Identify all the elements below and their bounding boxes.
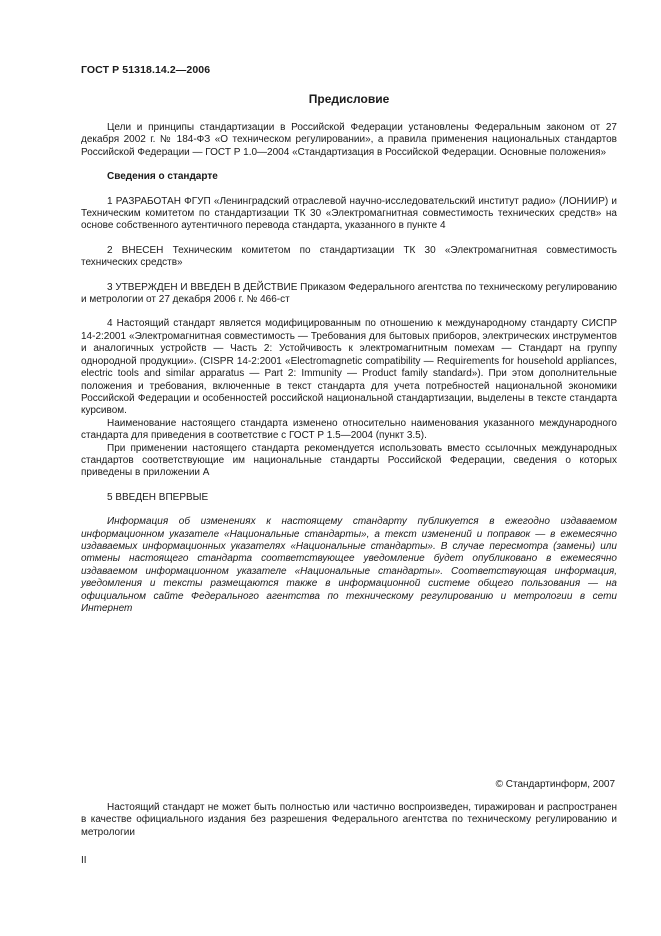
page-number: II [81,855,87,866]
section-heading: Сведения о стандарте [107,171,218,183]
item-4-references-note: При применении настоящего стандарта рекомендуется использовать вместо ссылочных международных стандартов соответствующие им национальные стандарты Российской Федерации, сведения о которых приведены в приложении А [81,442,617,479]
item-1-developed: 1 РАЗРАБОТАН ФГУП «Ленинградский отраслевой научно-исследовательский институт радио» (ЛОНИИР) и Техническим комитетом по стандартизации ТК 30 «Электромагнитная совместимость технических средств» на основе собственного аутентичного перевода стандарта, указанного в пункте 4 [81,195,617,232]
reproduction-notice-text: Настоящий стандарт не может быть полностью или частично воспроизведен, тиражирован и распространен в качестве официального издания без разрешения Федерального агентства по техническому регулированию и метрологии [81,802,617,838]
standard-code: ГОСТ Р 51318.14.2—2006 [81,64,211,76]
page-title: Предисловие [308,92,390,106]
changes-notice: Информация об изменениях к настоящему стандарту публикуется в ежегодно издаваемом информационном указателе «Национальные стандарты», а текст изменений и поправок — в ежемесячно издаваемых информационных указателях «Национальные стандарты». В случае пересмотра (замены) или отмены настоящего стандарта соответствующее уведомление будет опубликовано в ежемесячно издаваемом информационном указателе «Национальные стандарты». Соответствующая информация, уведомления и тексты размещаются также в информационной системе общего пользования — на официальном сайте Федерального агентства по техническому регулированию и метрологии в сети Интернет [81,516,617,614]
item-4-modified: 4 Настоящий стандарт является модифицированным по отношению к международному стандарту СИСПР 14-2:2001 «Электромагнитная совместимость — Требования для бытовых приборов, электрических инструментов и аналогичных устройств — Часть 2: Устойчивость к электромагнитным помехам — Стандарт на группу однородной продукции». (CISPR 14-2:2001 «Electromagnetic compatibility — Requirements for household appliances, electric tools and similar apparatus — Part 2: Immunity — Product family standard»). При этом дополнительные положения и требования, включенные в текст стандарта для учета потребностей национальной экономики Российской Федерации и особенностей российской национальной стандартизации, выделены в тексте стандарта курсивом. [81,318,617,417]
item-3-approved: 3 УТВЕРЖДЕН И ВВЕДЕН В ДЕЙСТВИЕ Приказом Федерального агентства по техническому регулированию и метрологии от 27 декабря 2006 г. № 466-ст [81,281,617,306]
copyright-line: © Стандартинформ, 2007 [495,779,615,790]
item-2-introduced: 2 ВНЕСЕН Техническим комитетом по стандартизации ТК 30 «Электромагнитная совместимость технических средств» [81,244,617,269]
item-4-title-note: Наименование настоящего стандарта изменено относительно наименования указанного международного стандарта для приведения в соответствие с ГОСТ Р 1.5—2004 (пункт 3.5). [81,417,617,442]
intro-paragraph: Цели и принципы стандартизации в Российской Федерации установлены Федеральным законом от 27 декабря 2002 г. № 184-ФЗ «О техническом регулировании», а правила применения национальных стандартов Российской Федерации — ГОСТ Р 1.0—2004 «Стандартизация в Российской Федерации. Основные положения» [81,122,617,158]
reproduction-notice [81,802,617,839]
item-5-first-introduced: 5 ВВЕДЕН ВПЕРВЫЕ [107,491,209,503]
foreword-content [81,92,617,615]
